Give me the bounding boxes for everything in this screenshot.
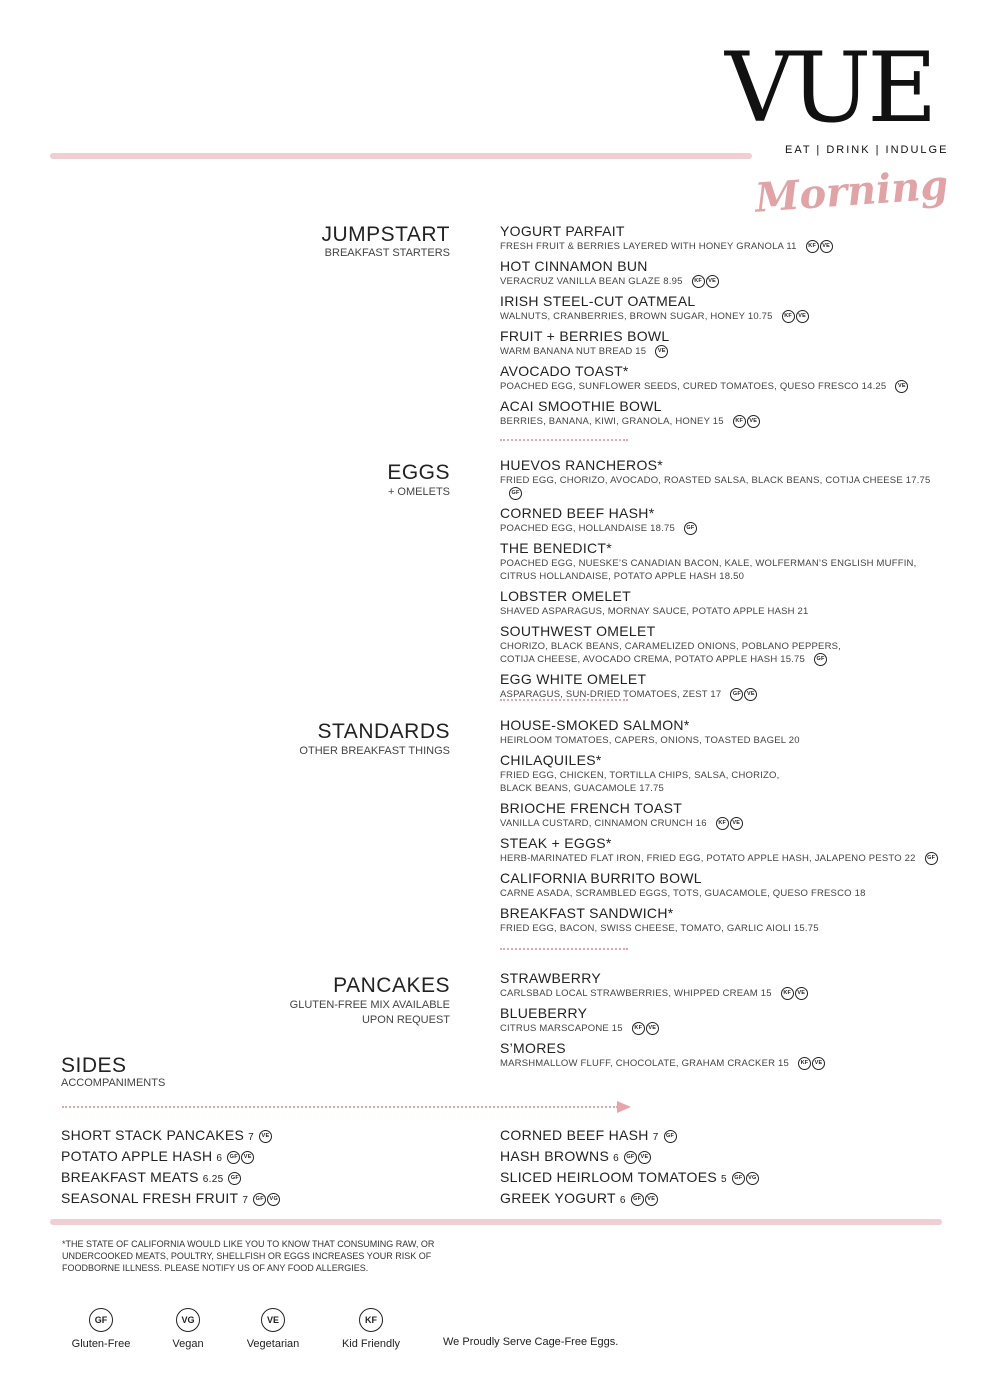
gf-icon: GF (624, 1151, 637, 1164)
side-item-name: SEASONAL FRESH FRUIT (61, 1190, 239, 1206)
menu-item-description (500, 240, 940, 253)
menu-item-description (500, 380, 940, 393)
section-title-jumpstart: JUMPSTART (321, 223, 450, 246)
menu-item (500, 457, 940, 500)
menu-item-description (500, 852, 940, 865)
ve-icon: VE (638, 1151, 651, 1164)
menu-item-description (500, 887, 940, 900)
legend-label: Kid Friendly (341, 1338, 401, 1350)
menu-item-name: S’MORES (500, 1040, 566, 1057)
menu-item (500, 363, 940, 393)
dietary-badges (924, 853, 938, 864)
section-subtitle-sides: ACCOMPANIMENTS (61, 1077, 166, 1089)
menu-item (500, 905, 940, 935)
menu-item-name: HOT CINNAMON BUN (500, 258, 648, 275)
gf-icon: GF (732, 1172, 745, 1185)
menu-item-description (500, 782, 940, 795)
menu-item-name: CHILAQUILES* (500, 752, 602, 768)
menu-item-name: STEAK + EGGS* (500, 835, 612, 852)
ve-icon: VE (820, 240, 833, 253)
ve-icon: VE (744, 688, 757, 701)
menu-item (500, 1040, 940, 1070)
menu-item (500, 752, 940, 795)
cage-free-note: We Proudly Serve Cage-Free Eggs. (443, 1336, 619, 1348)
ve-icon: VE (655, 345, 668, 358)
dietary-badges (780, 988, 808, 999)
menu-item (500, 540, 940, 583)
dietary-badges (508, 488, 522, 499)
logo-tagline: EAT | DRINK | INDULGE (785, 144, 949, 156)
vue-logo (725, 32, 955, 160)
ve-icon: VE (895, 380, 908, 393)
kf-icon: KF (692, 275, 705, 288)
section-divider (500, 699, 628, 701)
side-item-price: 6 (619, 1195, 626, 1206)
menu-item (500, 970, 940, 1000)
menu-item-name: AVOCADO TOAST* (500, 363, 629, 380)
dietary-badges (731, 1169, 759, 1185)
menu-item-description (500, 653, 940, 666)
section-items-pancakes (500, 970, 940, 1075)
gf-icon: GF (253, 1193, 266, 1206)
menu-item-description-text: CARNE ASADA, SCRAMBLED EGGS, TOTS, GUACAMOLE, QUESO FRESCO 18 (500, 888, 866, 900)
side-item (61, 1168, 280, 1189)
legend-gluten-free (61, 1308, 141, 1350)
section-items-eggs (500, 457, 940, 706)
menu-item-description-text: ASPARAGUS, SUN-DRIED TOMATOES, ZEST 17 (500, 689, 722, 701)
dietary-badges (715, 818, 743, 829)
ve-icon: VE (812, 1057, 825, 1070)
menu-item (500, 1005, 940, 1035)
allergy-disclaimer: *THE STATE OF CALIFORNIA WOULD LIKE YOU TO KNOW THAT CONSUMING RAW, OR UNDERCOOKED MEATS, POULTRY, SHELLFISH OR EGGS INCREASES YOUR RISK OF FOODBORNE ILLNESS. PLEASE NOTIFY US OF ANY FOOD ALLERGIES. (62, 1239, 435, 1273)
menu-item-name: ACAI SMOOTHIE BOWL (500, 398, 662, 415)
menu-item-name: YOGURT PARFAIT (500, 223, 625, 239)
vg-icon: VG (267, 1193, 280, 1206)
menu-item-description-text: FRIED EGG, CHORIZO, AVOCADO, ROASTED SALSA, BLACK BEANS, COTIJA CHEESE 17.75 (500, 475, 931, 486)
legend-vegan (148, 1308, 228, 1350)
menu-item-description-text: WARM BANANA NUT BREAD 15 (500, 346, 647, 358)
menu-item-description (500, 557, 940, 570)
section-items-standards (500, 717, 940, 940)
menu-item-description-text: BLACK BEANS, GUACAMOLE 17.75 (500, 783, 664, 794)
side-item-price: 7 (248, 1132, 254, 1143)
dietary-badges (663, 1127, 677, 1143)
side-item (61, 1189, 280, 1210)
section-items-jumpstart (500, 223, 940, 433)
menu-item (500, 800, 940, 830)
gf-icon: GF (684, 522, 697, 535)
side-item-price: 7 (652, 1132, 659, 1143)
menu-item-description-text: COTIJA CHEESE, AVOCADO CREMA, POTATO APPLE HASH 15.75 (500, 654, 806, 666)
menu-item-name: HUEVOS RANCHEROS* (500, 457, 664, 473)
section-divider (500, 439, 628, 441)
logo-wordmark: VUE (725, 32, 934, 144)
gf-icon: GF (631, 1193, 644, 1206)
menu-item-description (500, 1057, 940, 1070)
menu-item-description-text: SHAVED ASPARAGUS, MORNAY SAUCE, POTATO APPLE HASH 21 (500, 606, 809, 618)
legend-label: Vegetarian (246, 1338, 300, 1350)
gf-icon: GF (664, 1130, 677, 1143)
dietary-badges (813, 654, 827, 665)
sides-list-right (500, 1126, 759, 1210)
menu-item (500, 505, 940, 535)
menu-item-name: IRISH STEEL-CUT OATMEAL (500, 293, 696, 310)
side-item (61, 1126, 280, 1147)
legend-label: Vegan (172, 1338, 204, 1350)
gf-icon: GF (730, 688, 743, 701)
menu-item-description-text: WALNUTS, CRANBERRIES, BROWN SUGAR, HONEY 10.75 (500, 311, 773, 323)
menu-item-name: BLUEBERRY (500, 1005, 588, 1022)
menu-item-name: CALIFORNIA BURRITO BOWL (500, 870, 702, 887)
menu-item-description (500, 345, 940, 358)
menu-item-name: CORNED BEEF HASH* (500, 505, 655, 522)
dietary-badges (631, 1023, 659, 1034)
sides-list-left (61, 1126, 280, 1210)
top-divider (50, 153, 752, 159)
dietary-badges (805, 241, 833, 252)
menu-item-description-text: HEIRLOOM TOMATOES, CAPERS, ONIONS, TOASTED BAGEL 20 (500, 735, 800, 746)
legend-vegetarian (233, 1308, 313, 1350)
side-item-name: CORNED BEEF HASH (500, 1127, 649, 1143)
dietary-badges (894, 381, 908, 392)
side-item-name: POTATO APPLE HASH (61, 1148, 213, 1164)
side-item (61, 1147, 280, 1168)
dietary-badges (683, 523, 697, 534)
dietary-badges (654, 346, 668, 357)
ve-icon: VE (796, 310, 809, 323)
menu-item (500, 870, 940, 900)
ve-icon: VE (795, 987, 808, 1000)
menu-item-description (500, 1022, 940, 1035)
dietary-badges (691, 276, 719, 287)
kf-icon: KF (782, 310, 795, 323)
menu-item-description (500, 817, 940, 830)
kf-icon: KF (781, 987, 794, 1000)
menu-item-description (500, 734, 940, 747)
menu-item-name: FRUIT + BERRIES BOWL (500, 328, 670, 345)
section-divider (500, 948, 628, 950)
side-item (500, 1147, 759, 1168)
menu-item (500, 588, 940, 618)
menu-item-description-text: VERACRUZ VANILLA BEAN GLAZE 8.95 (500, 276, 683, 288)
sides-arrow-line (62, 1106, 618, 1108)
gf-icon: GF (925, 852, 938, 865)
ve-icon: VE (645, 1193, 658, 1206)
kf-icon: KF (632, 1022, 645, 1035)
side-item-name: SHORT STACK PANCAKES (61, 1127, 245, 1143)
dietary-badges (226, 1148, 254, 1164)
menu-item-description-text: FRESH FRUIT & BERRIES LAYERED WITH HONEY GRANOLA 11 (500, 241, 797, 253)
side-item-name: SLICED HEIRLOOM TOMATOES (500, 1169, 717, 1185)
menu-item-name: STRAWBERRY (500, 970, 602, 986)
menu-item-description (500, 522, 940, 535)
dietary-badges (623, 1148, 651, 1164)
menu-item-description-text: CITRUS HOLLANDAISE, POTATO APPLE HASH 18.50 (500, 571, 745, 583)
menu-item (500, 398, 940, 428)
menu-item-description-text: CARLSBAD LOCAL STRAWBERRIES, WHIPPED CREAM 15 (500, 988, 772, 1000)
side-item (500, 1126, 759, 1147)
menu-title: Morning (753, 161, 950, 222)
vg-icon: VG (746, 1172, 759, 1185)
ve-icon: VE (730, 817, 743, 830)
menu-item (500, 835, 940, 865)
section-subtitle-pancakes: GLUTEN-FREE MIX AVAILABLE (289, 999, 450, 1011)
dietary-badges (252, 1190, 280, 1206)
dietary-badges (227, 1169, 241, 1185)
side-item-price: 6 (216, 1153, 223, 1164)
section-title-eggs: EGGS (387, 461, 450, 484)
menu-item-description (500, 769, 940, 782)
menu-item-name: HOUSE-SMOKED SALMON* (500, 717, 690, 733)
menu-item-description-text: POACHED EGG, HOLLANDAISE 18.75 (500, 523, 675, 535)
dietary-badges (781, 311, 809, 322)
side-item-price: 6.25 (202, 1174, 224, 1185)
ve-icon: VE (259, 1130, 272, 1143)
menu-item (500, 623, 940, 666)
dietary-badges (732, 416, 760, 427)
section-subtitle-jumpstart: BREAKFAST STARTERS (324, 247, 450, 259)
menu-item-name: EGG WHITE OMELET (500, 671, 647, 688)
arrow-right-icon (617, 1101, 631, 1113)
menu-item-description-text: FRIED EGG, CHICKEN, TORTILLA CHIPS, SALSA, CHORIZO, (500, 770, 780, 781)
menu-item-description (500, 987, 940, 1000)
gf-icon: GF (509, 487, 522, 500)
menu-item-description (500, 415, 940, 428)
menu-item-name: THE BENEDICT* (500, 540, 613, 557)
vegan-icon: VG (176, 1308, 200, 1332)
menu-item-description-text: CITRUS MARSCAPONE 15 (500, 1023, 623, 1035)
gf-icon: GF (814, 653, 827, 666)
menu-item-description (500, 474, 940, 500)
menu-item (500, 223, 940, 253)
menu-item-name: SOUTHWEST OMELET (500, 623, 656, 640)
menu-item-description (500, 570, 940, 583)
menu-item-description-text: MARSHMALLOW FLUFF, CHOCOLATE, GRAHAM CRACKER 15 (500, 1058, 789, 1070)
ve-icon: VE (747, 415, 760, 428)
kid-friendly-icon: KF (359, 1308, 383, 1332)
side-item-price: 5 (721, 1174, 727, 1185)
dietary-badges (258, 1127, 272, 1143)
gluten-free-icon: GF (89, 1308, 113, 1332)
section-subtitle-pancakes-2: UPON REQUEST (361, 1014, 450, 1026)
section-title-standards: STANDARDS (317, 720, 450, 743)
dietary-badges (797, 1058, 825, 1069)
dietary-badges (630, 1190, 658, 1206)
ve-icon: VE (706, 275, 719, 288)
side-item-price: 6 (613, 1153, 619, 1164)
bottom-divider (50, 1219, 942, 1225)
section-title-sides: SIDES (61, 1054, 127, 1077)
menu-item-name: BREAKFAST SANDWICH* (500, 905, 674, 922)
menu-item-description (500, 640, 940, 653)
gf-icon: GF (227, 1151, 240, 1164)
menu-item-description (500, 605, 940, 618)
side-item-name: GREEK YOGURT (500, 1190, 616, 1206)
side-item (500, 1189, 759, 1210)
menu-item (500, 717, 940, 747)
menu-item-description (500, 275, 940, 288)
menu-item-description-text: FRIED EGG, BACON, SWISS CHEESE, TOMATO, GARLIC AIOLI 15.75 (500, 923, 819, 935)
side-item-name: BREAKFAST MEATS (61, 1169, 199, 1185)
menu-item (500, 671, 940, 701)
menu-item-description-text: POACHED EGG, NUESKE’S CANADIAN BACON, KALE, WOLFERMAN’S ENGLISH MUFFIN, (500, 558, 917, 570)
ve-icon: VE (646, 1022, 659, 1035)
menu-item-description-text: VANILLA CUSTARD, CINNAMON CRUNCH 16 (500, 818, 707, 830)
menu-item (500, 293, 940, 323)
menu-item-description-text: BERRIES, BANANA, KIWI, GRANOLA, HONEY 15 (500, 416, 724, 428)
menu-item-description-text: POACHED EGG, SUNFLOWER SEEDS, CURED TOMATOES, QUESO FRESCO 14.25 (500, 381, 887, 393)
gf-icon: GF (228, 1172, 241, 1185)
menu-item-description (500, 922, 940, 935)
kf-icon: KF (806, 240, 819, 253)
kf-icon: KF (733, 415, 746, 428)
menu-item-description (500, 310, 940, 323)
side-item-price: 7 (242, 1195, 249, 1206)
menu-item-name: LOBSTER OMELET (500, 588, 632, 605)
menu-item (500, 328, 940, 358)
kf-icon: KF (716, 817, 729, 830)
menu-item (500, 258, 940, 288)
section-title-pancakes: PANCAKES (333, 974, 450, 997)
side-item (500, 1168, 759, 1189)
kf-icon: KF (798, 1057, 811, 1070)
ve-icon: VE (241, 1151, 254, 1164)
menu-item-description-text: HERB-MARINATED FLAT IRON, FRIED EGG, POTATO APPLE HASH, JALAPENO PESTO 22 (500, 853, 916, 865)
menu-item-description-text: CHORIZO, BLACK BEANS, CARAMELIZED ONIONS, POBLANO PEPPERS, (500, 641, 842, 653)
side-item-name: HASH BROWNS (500, 1148, 610, 1164)
vegetarian-icon: VE (261, 1308, 285, 1332)
section-subtitle-eggs: + OMELETS (387, 486, 450, 498)
legend-label: Gluten-Free (71, 1338, 131, 1350)
menu-item-name: BRIOCHE FRENCH TOAST (500, 800, 683, 816)
dietary-badges (729, 689, 757, 700)
section-subtitle-standards: OTHER BREAKFAST THINGS (299, 745, 450, 757)
legend-kid-friendly (331, 1308, 411, 1350)
